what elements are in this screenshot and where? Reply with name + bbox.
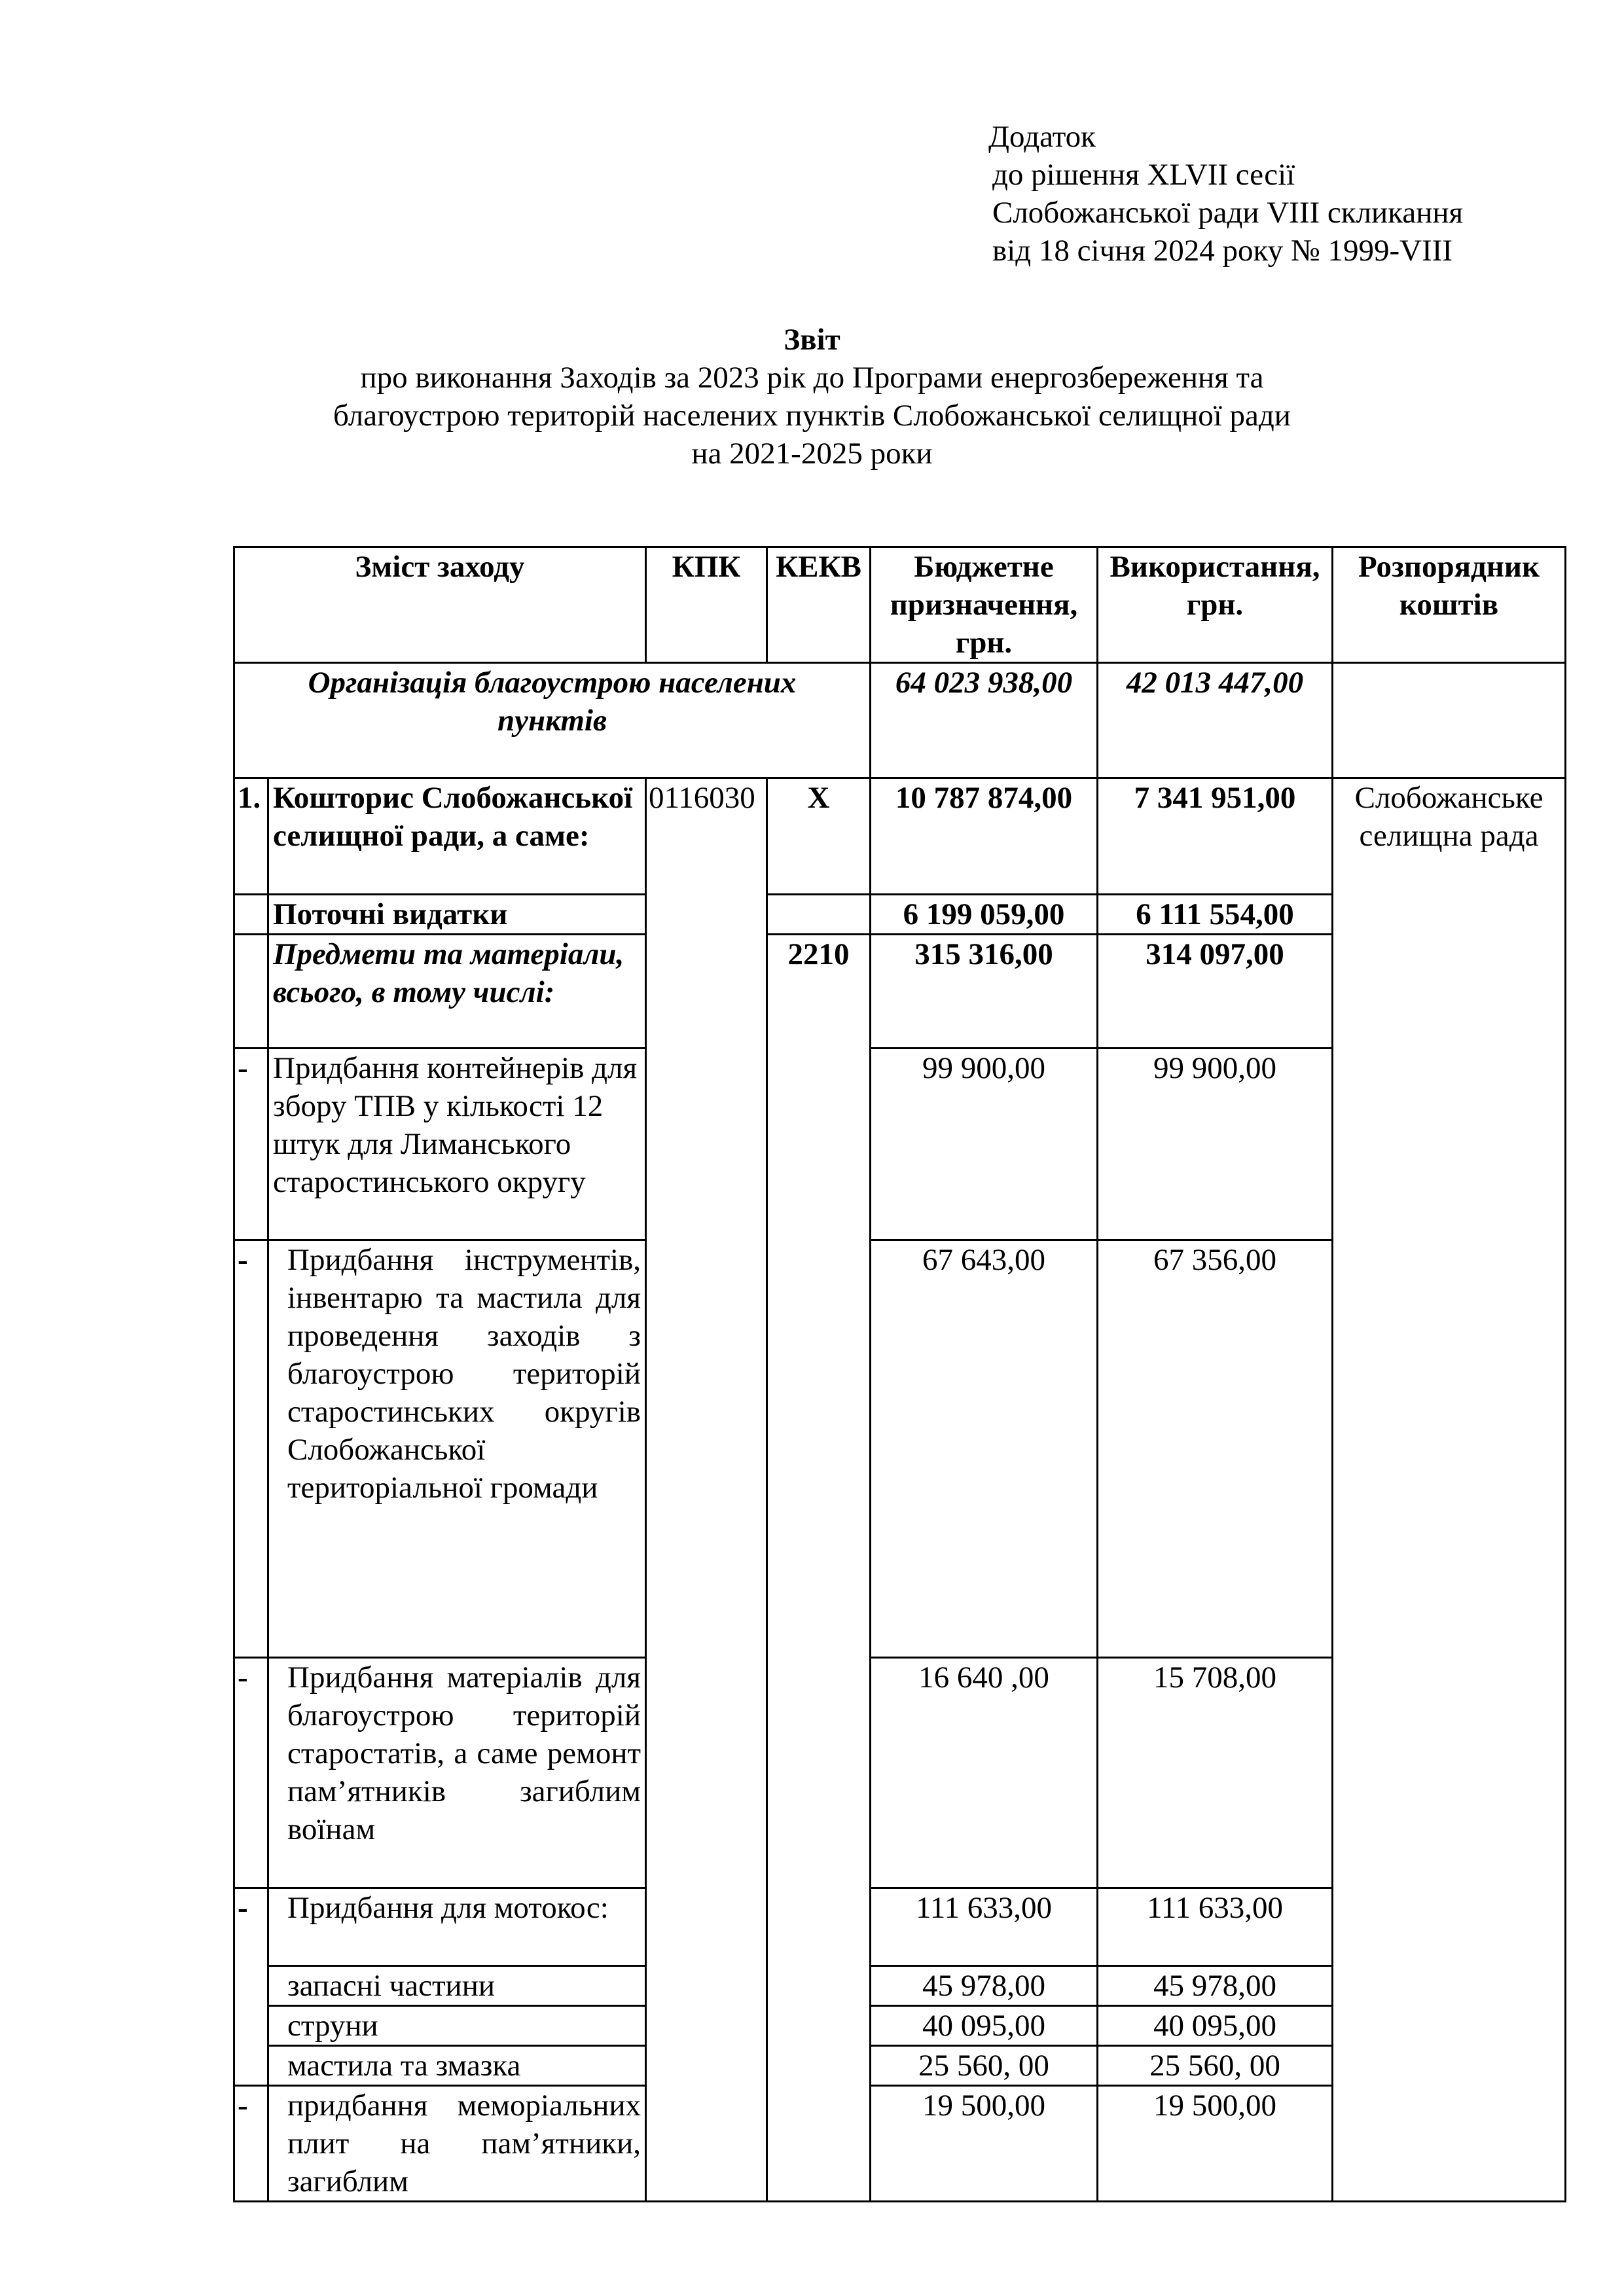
annex-line: Додаток (988, 120, 1096, 154)
row-num: - (234, 1049, 268, 1240)
row-usage: 99 900,00 (1098, 1049, 1333, 1240)
row-num (234, 935, 268, 1049)
title-line: благоустрою територій населених пунктів Слобожанської селищної ради (333, 399, 1291, 433)
title-heading: Звіт (784, 323, 840, 357)
annex-line: до рішення XLVII сесії (992, 158, 1295, 192)
section-manager (1333, 663, 1566, 778)
section-budget: 64 023 938,00 (871, 663, 1098, 778)
row-usage: 19 500,00 (1098, 2086, 1333, 2202)
section-usage: 42 013 447,00 (1098, 663, 1333, 778)
row-usage: 7 341 951,00 (1098, 778, 1333, 895)
row-usage: 6 111 554,00 (1098, 895, 1333, 935)
row-num (234, 895, 268, 935)
annex-line: Слобожанської ради VIII скликання (992, 196, 1464, 230)
row-text: Придбання контейнерів для збору ТПВ у кількості 12 штук для Лиманського старостинського округу (268, 1049, 646, 1240)
row-usage: 111 633,00 (1098, 1888, 1333, 1966)
title-line: про виконання Заходів за 2023 рік до Програми енергозбереження та (360, 361, 1264, 395)
row-num: - (234, 1888, 268, 2086)
row-budget: 10 787 874,00 (871, 778, 1098, 895)
row-kpk: 0116030 (646, 778, 767, 2202)
report-title (0, 321, 1624, 473)
row-text: Придбання для мотокос: (268, 1888, 646, 1966)
table-header-row (234, 547, 1566, 663)
row-budget: 99 900,00 (871, 1049, 1098, 1240)
row-usage: 25 560, 00 (1098, 2046, 1333, 2086)
row-usage: 314 097,00 (1098, 935, 1333, 1049)
section-label: Організація благоустрою населених пунктів (234, 663, 871, 778)
row-kekv (767, 895, 871, 935)
row-kekv: X (767, 778, 871, 895)
title-line: на 2021-2025 роки (691, 437, 933, 471)
header-content: Зміст заходу (234, 547, 646, 663)
header-kekv: КЕКВ (767, 547, 871, 663)
row-text: Кошторис Слобожанської селищної ради, а саме: (268, 778, 646, 895)
row-text: мастила та змазка (268, 2046, 646, 2086)
row-budget: 315 316,00 (871, 935, 1098, 1049)
annex-note (988, 118, 1463, 270)
header-manager: Розпорядник коштів (1333, 547, 1566, 663)
row-budget: 111 633,00 (871, 1888, 1098, 1966)
row-text: Придбання матеріалів для благоустрою територій старостатів, а саме ремонт пам’ятників загиблим воїнам (268, 1658, 646, 1888)
header-kpk: КПК (646, 547, 767, 663)
row-budget: 45 978,00 (871, 1966, 1098, 2006)
row-text: Предмети та матеріали, всього, в тому числі: (268, 935, 646, 1049)
row-usage: 45 978,00 (1098, 1966, 1333, 2006)
row-text: запасні частини (268, 1966, 646, 2006)
report-table (233, 546, 1566, 2202)
row-budget: 25 560, 00 (871, 2046, 1098, 2086)
table-row (234, 778, 1566, 895)
row-num: - (234, 1658, 268, 1888)
row-text: Придбання інструментів, інвентарю та мастила для проведення заходів з благоустрою територій старостинських округів Слобожанської територіальної громади (268, 1240, 646, 1658)
row-kekv: 2210 (767, 935, 871, 2202)
row-budget: 19 500,00 (871, 2086, 1098, 2202)
row-usage: 15 708,00 (1098, 1658, 1333, 1888)
section-row (234, 663, 1566, 778)
row-text: струни (268, 2006, 646, 2046)
row-usage: 40 095,00 (1098, 2006, 1333, 2046)
row-budget: 40 095,00 (871, 2006, 1098, 2046)
header-budget: Бюджетне призначення, грн. (871, 547, 1098, 663)
row-budget: 6 199 059,00 (871, 895, 1098, 935)
row-budget: 16 640 ,00 (871, 1658, 1098, 1888)
row-text: Поточні видатки (268, 895, 646, 935)
header-usage: Використання, грн. (1098, 547, 1333, 663)
row-num: - (234, 1240, 268, 1658)
row-manager: Слобожанське селищна рада (1333, 778, 1566, 2202)
row-text: придбання меморіальних плит на пам’ятники, загиблим (268, 2086, 646, 2202)
row-budget: 67 643,00 (871, 1240, 1098, 1658)
row-num: - (234, 2086, 268, 2202)
row-usage: 67 356,00 (1098, 1240, 1333, 1658)
row-num: 1. (234, 778, 268, 895)
annex-line: від 18 січня 2024 року № 1999-VIII (992, 234, 1453, 268)
